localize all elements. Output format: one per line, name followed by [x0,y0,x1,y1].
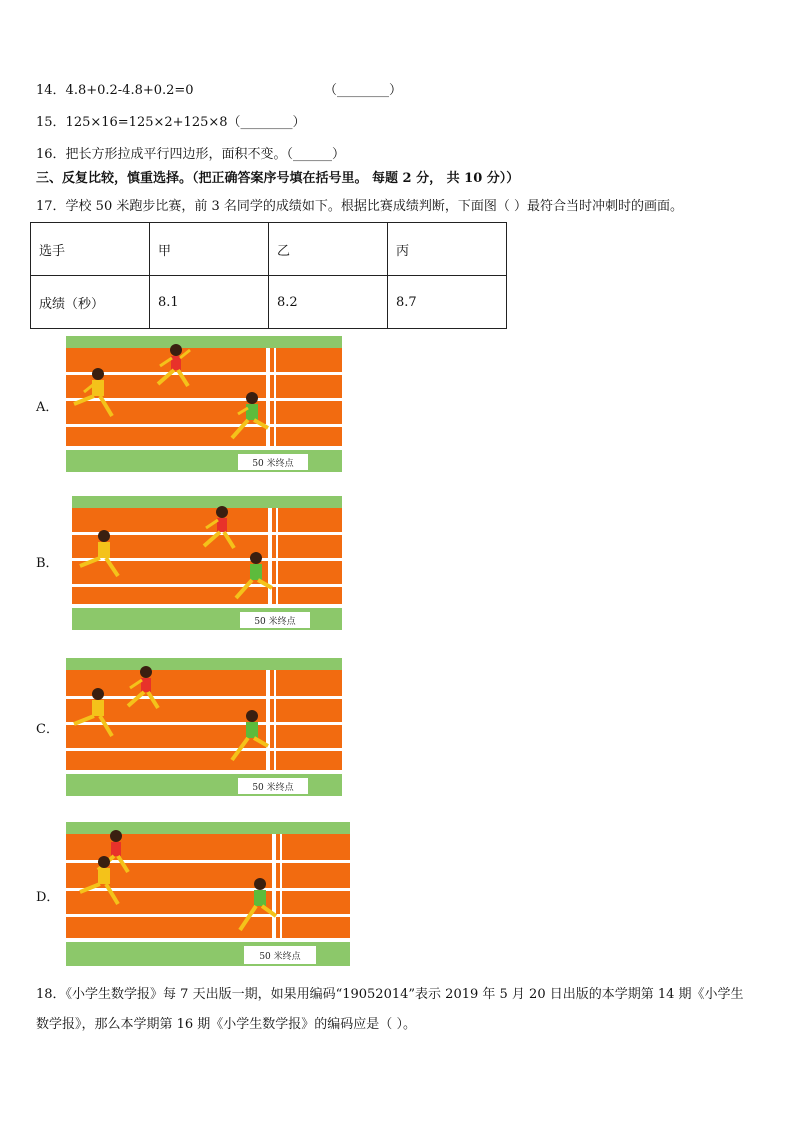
table-cell: 丙 [388,223,507,276]
finish-line-label: 50 米终点 [252,783,294,793]
option-d-track-image [66,822,350,966]
table-cell: 甲 [150,223,269,276]
finish-line-label: 50 米终点 [252,459,294,469]
question-14-text: 14．4.8+0.2-4.8+0.2=0 [36,83,194,98]
option-b-label: B． [36,556,59,571]
option-d-label: D． [36,890,60,905]
question-15: 15．125×16=125×2+125×8（________） [36,115,306,130]
question-18-line-2: 数学报》，那么本学期第 16 期《小学生数学报》的编码应是（ ）。 [36,1017,416,1032]
table-cell: 成绩（秒） [31,276,150,329]
option-c-label: C． [36,722,59,737]
finish-line-label: 50 米终点 [254,617,296,627]
table-cell: 选手 [31,223,150,276]
option-c-track-image [66,658,342,796]
question-18-line-1: 18．《小学生数学报》每 7 天出版一期，如果用编码“19052014”表示 2019 年 5 月 20 日出版的本学期第 14 期《小学生 [36,987,744,1002]
table-cell: 8.1 [150,276,269,329]
table-cell: 乙 [269,223,388,276]
score-table [30,222,507,329]
option-a-track-image [66,336,342,472]
section-3-title: 三、反复比较，慎重选择。（把正确答案序号填在括号里。 每题 2 分， 共 10 分）） [36,171,520,186]
table-row [31,223,507,276]
question-14 [36,82,403,100]
question-17: 17．学校 50 米跑步比赛，前 3 名同学的成绩如下。根据比赛成绩判断，下面图（ ）最符合当时冲刺时的画面。 [36,199,684,214]
finish-line-label: 50 米终点 [259,952,301,962]
option-b-track-image [72,496,342,630]
table-cell: 8.7 [388,276,507,329]
table-row [31,276,507,329]
table-cell: 8.2 [269,276,388,329]
answer-blank: （________） [324,83,403,98]
question-16: 16．把长方形拉成平行四边形，面积不变。（______） [36,147,346,162]
option-a-label: A． [36,400,59,415]
